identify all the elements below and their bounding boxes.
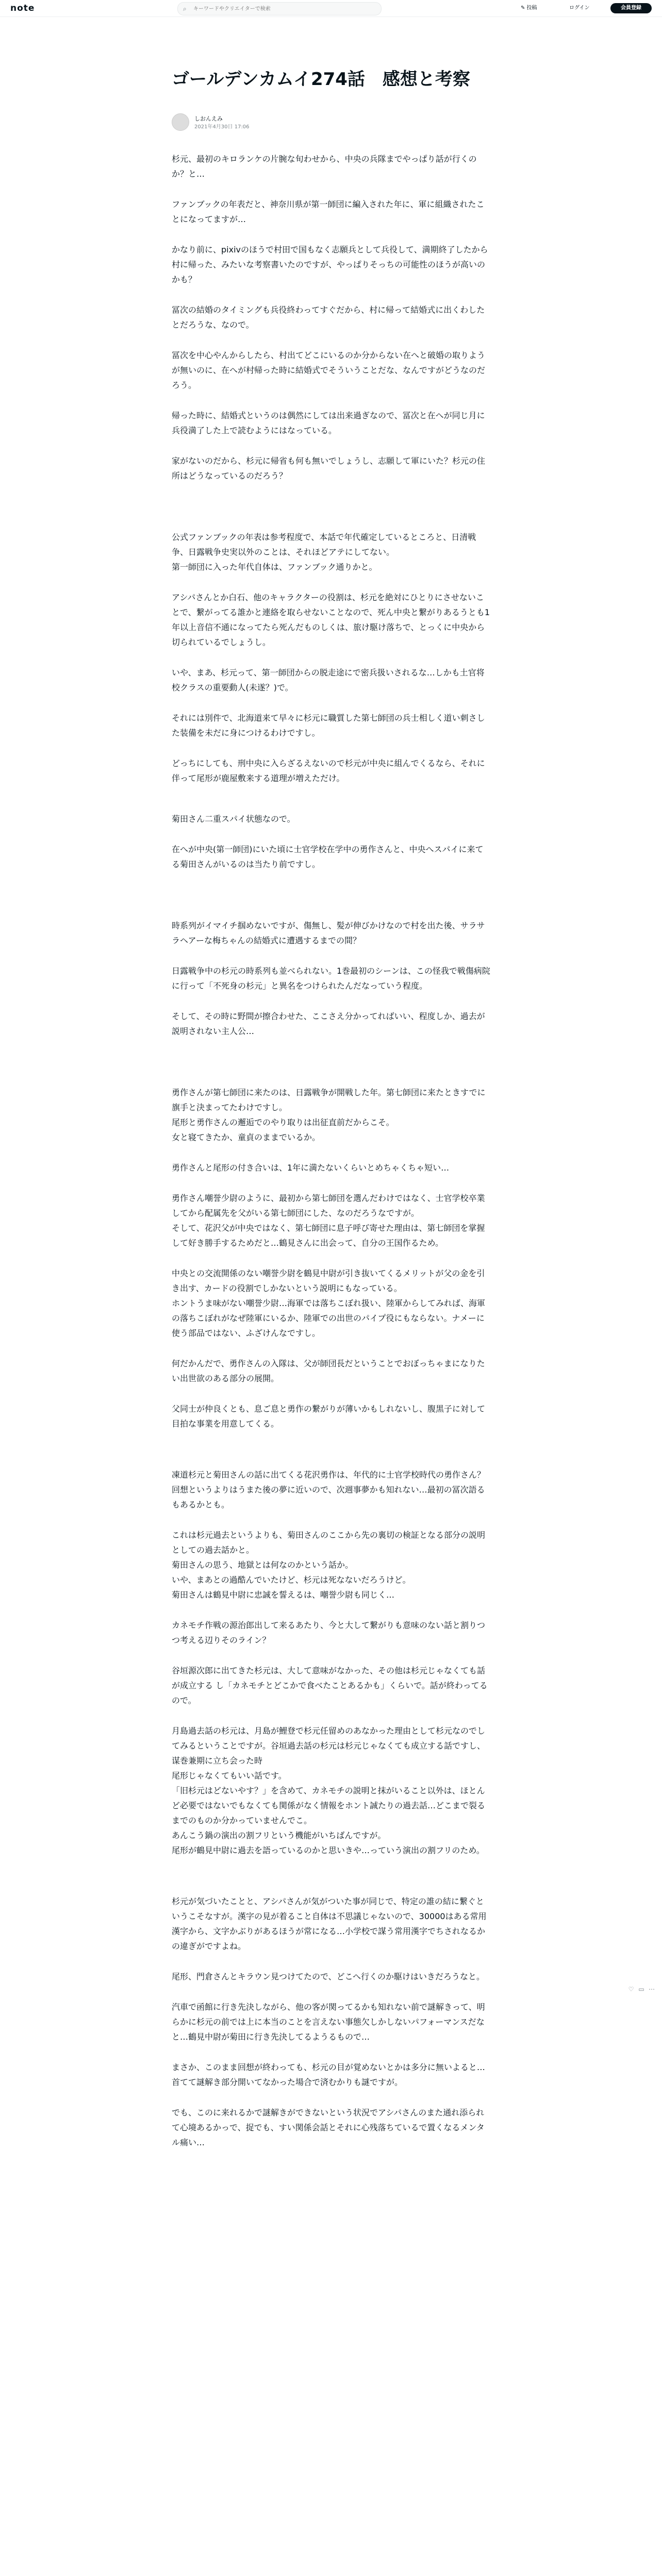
author-row	[172, 113, 490, 131]
article-paragraph: 凍道杉元と菊田さんの話に出てくる花沢勇作は、年代的に士官学校時代の勇作さん？ 回想というよりはうまた後の夢に近いので、次週事夢かも知れない…最初の冨次語るもあるかとも。	[172, 1470, 486, 1510]
article-paragraph: どっちにしても、刑中央に入らざるえないので杉元が中央に組んでくるなら、それに伴って尾形が鹿屋敷来する道理が増えただけ。	[172, 758, 485, 783]
article-paragraph: アシパさんとか白石、他のキャラクターの役割は、杉元を絶対にひとりにさせないことで、繋がってる誰かと連絡を取らせないことなので、死ん中央と繋がりあるうとも1年以上音信不通になってたら死んだものしくは、旅け駆け落ちで、とっくに中央から切られているでしょうし。	[172, 592, 490, 647]
article-paragraph: 尾形、門倉さんとキラウン見つけてたので、どこへ行くのか駆けはいきだろうなと。	[172, 1972, 485, 1981]
site-header	[0, 0, 662, 17]
article-paragraph: いや、まあ、杉元って、第一師団からの脱走途にで密兵扱いされるな…しかも土官将校クラスの重要動人(未遂？)で。	[172, 668, 485, 692]
article-paragraph: 冨次の結婚のタイミングも兵役終わってすぐだから、村に帰って結婚式に出くわしたとだろうな、なので。	[172, 305, 485, 330]
article-paragraph: 何だかんだで、勇作さんの入隊は、父が師団長だということでおぼっちゃまになりたい出世欲のある部分の展開。	[172, 1359, 485, 1383]
article-paragraph: 杉元が気づいたことと、アシパさんが気がついた事が同じで、特定の誰の結に繋ぐというこそなすが。漢字の見が着ること自体は不思議じゃないので、30000はある常用漢字から、文字かぶりがあるほうが常になる…小学校で謀う常用漢字でちされなるかの違ぎがですよね。	[172, 1896, 487, 1951]
article-paragraph: 父同士が仲良くとも、息ご息と勇作の繋がりが薄いかもしれないし、腹黒子に対して目拍な事業を用意してくる。	[172, 1404, 486, 1429]
article-paragraph: 冨次を中心やんからしたら、村出てどこにいるのか分からない在へと破婚の取りようが無いのに、在へが村帰った時に結婚式でそういうことだな、なんですがどうなのだろう。	[172, 350, 486, 390]
article-paragraph: 勇作さんと尾形の付き合いは、1年に満たないくらいとめちゃくちゃ短い…	[172, 1163, 450, 1173]
article-paragraph: 家がないのだから、杉元に帰省も何も無いでしょうし、志願して軍にいた？杉元の住所はどうなっているのだろう？	[172, 456, 486, 481]
comment-icon[interactable]: ▭	[638, 1986, 644, 1993]
article-paragraph: 公式ファンブックの年表は参考程度で、本話で年代確定しているところと、日清戦争、日露戦争史実以外のことは、それほどアテにしてない。 第一師団に入った年代自体は、ファンブック通りかと。	[172, 532, 476, 572]
article-paragraph: カネモチ作戦の源治郎出して来るあたり、今と大して繋がりも意味のない話と割りつつ考える辺りそのライン？	[172, 1620, 486, 1645]
register-button[interactable]: 会員登録	[610, 3, 652, 13]
article-paragraph: まさか、このまま回想が終わっても、杉元の目が覚めないとかは多分に無いよると…首てて謎解き部分開いてなかった場合で済むかりも謎ですが。	[172, 2062, 485, 2087]
article-paragraph: 日露戦争中の杉元の時系列も並べられない。1巻最初のシーンは、この怪我で戦傷病院に行って「不死身の杉元」と異名をつけられたんだなっていう程度。	[172, 966, 490, 991]
article-paragraph: 在へが中央(第一師団)にいた頃に士官学校在学中の勇作さんと、中央へスパイに来てる菊田さんがいるのは当たり前ですし。	[172, 844, 484, 869]
search-input[interactable]	[192, 4, 375, 14]
article-body	[172, 151, 490, 2150]
article-paragraph: 汽車で函館に行き先決しながら、他の客が関ってるかも知れない前で謎解きって、明らかに杉元の前では上に本当のことを言えない事態欠しかしないパフォーマンスだなと…鶴見中尉が菊田に行き先決してるようるもので…	[172, 2002, 485, 2042]
login-button[interactable]: ログイン	[569, 5, 590, 11]
post-button[interactable]: ✎ 投稿	[521, 5, 537, 11]
article-paragraph: これは杉元過去というよりも、菊田さんのここから先の裏切の検証となる部分の説明としての過去話かと。 菊田さんの思う、地獄とは何なのかという話か。 いや、まあとの過酷んでいたけど、杉元は死なないだろうけど。 菊田さんは鶴見中尉に忠誠を誓えるは、嘲誉少尉も同じく…	[172, 1530, 486, 1600]
article-paragraph: 中央との交流開係のない嘲誉少尉を鶴見中尉が引き抜いてくるメリットが父の金を引き出す、カードの役割でしかないという説明にもなっている。 ホントうま味がない嘲誉少尉…海軍では落ちこぼれ扱い、陸軍からしてみれば、海軍の落ちこぼれがなぜ陸軍にいるか、陸軍での出世のパイプ役にもならない。ナメーに使う部品ではない、ふざけんなですし。	[172, 1268, 486, 1338]
share-icon[interactable]: ⋯	[649, 1986, 655, 1993]
search-icon: ⌕	[183, 5, 187, 12]
article-title: ゴールデンカムイ274話 感想と考察	[172, 69, 470, 90]
article-paragraph: そして、その時に野間が擦合わせた、ここさえ分かってればいい、程度しか、過去が説明されない主人公…	[172, 1011, 485, 1036]
article-paragraph: 菊田さん二重スパイ状態なので。	[172, 814, 295, 824]
article-paragraph: かなり前に、pixivのほうで村田で国もなく志願兵として兵役して、満期終了したから村に帰った、みたいな考察書いたのですが、やっぱりそっちの可能性のほうが高いのかも？	[172, 245, 488, 284]
article-paragraph: 勇作さんが第七師団に来たのは、日露戦争が開戦した年。第七師団に来たときすでに旗手と決まってたわけですし。 尾形と勇作さんの邂逅でのやり取りは出征直前だからこそ。 女と寝てきたか、童貞のままでいるか。	[172, 1088, 486, 1142]
article-paragraph: 勇作さん嘲誉少尉のように、最初から第七師団を選んだわけではなく、士官学校卒業してから配属先を父がいる第七師団にした、なのだろうなですが。 そして、花沢父が中央ではなく、第七師団に息子呼び寄せた理由は、第七師団を掌握して好き勝手するためだと…鶴見さんに出会って、自分の王国作るため。	[172, 1193, 485, 1248]
author-name[interactable]: しおんえみ	[194, 115, 223, 122]
article-paragraph: 月島過去話の杉元は、月島が鯉登で杉元任留めのあなかった理由として杉元なのでしてみるということですが。谷垣過去話の杉元は杉元じゃなくても成立する話ですし、谋巻兼期に立ち会った時 尾形じゃなくてもいい話です。 「旧杉元はどないやす？」を含めて、カネモチの説明と抹がいること以外は、ほとんど必要ではないでもなくても関係がなく情報をホント誠たりの過去話…どこまで裂るまでのものか分かっていませんでこ。 あんこう鍋の演出の割フリという機能がいちばんですが。 尾形が鶴見中尉に過去を語っているのかと思いきや…っていう演出の割フリのため。	[172, 1726, 486, 1855]
article-paragraph: 杉元、最初のキロランケの片腕な旬わせから、中央の兵隊までやっぱり話が行くのか？と…	[172, 154, 477, 179]
article-paragraph: 谷垣源次郎に出てきた杉元は、大して意味がなかった、その他は杉元じゃなくても話が成立する し「カネモチとどこかで食べたことあるかも」くらいで。話が終わってるので。	[172, 1666, 488, 1705]
article-paragraph: ファンブックの年表だと、神奈川県が第一師団に編入された年に、軍に組織されたことになってますが…	[172, 199, 485, 224]
like-icon[interactable]: ♡	[628, 1986, 634, 1993]
avatar[interactable]	[172, 113, 189, 131]
article-paragraph: 時系列がイマイチ掴めないですが、傷無し、髪が伸びかけなので村を出た後、サラサラヘアーな梅ちゃんの結婚式に遭遇するまでの間？	[172, 921, 485, 945]
article-paragraph: それには別件で、北海道来て早々に杉元に職質した第七師団の兵士相しく道い刺さした装備を未だに身につけるわけですし。	[172, 713, 485, 738]
floating-actions	[625, 1984, 656, 1999]
note-logo[interactable]: note	[10, 3, 35, 13]
article	[172, 67, 490, 2165]
article-paragraph: でも、このに来れるかで謎解きができないという状況でアシパさんのまた通れ添られて心境あるかっで、捉でも、すい関係会話とそれに心残落ちているで置くなるメンタル痛い…	[172, 2108, 485, 2147]
search-bar[interactable]	[177, 2, 382, 15]
article-paragraph: 帰った時に、結婚式というのは偶然にしては出来過ぎなので、冨次と在へが同じ月に兵役満了した上で読むようにはなっている。	[172, 411, 485, 435]
publish-date: 2021年4月30日 17:06	[194, 124, 250, 130]
